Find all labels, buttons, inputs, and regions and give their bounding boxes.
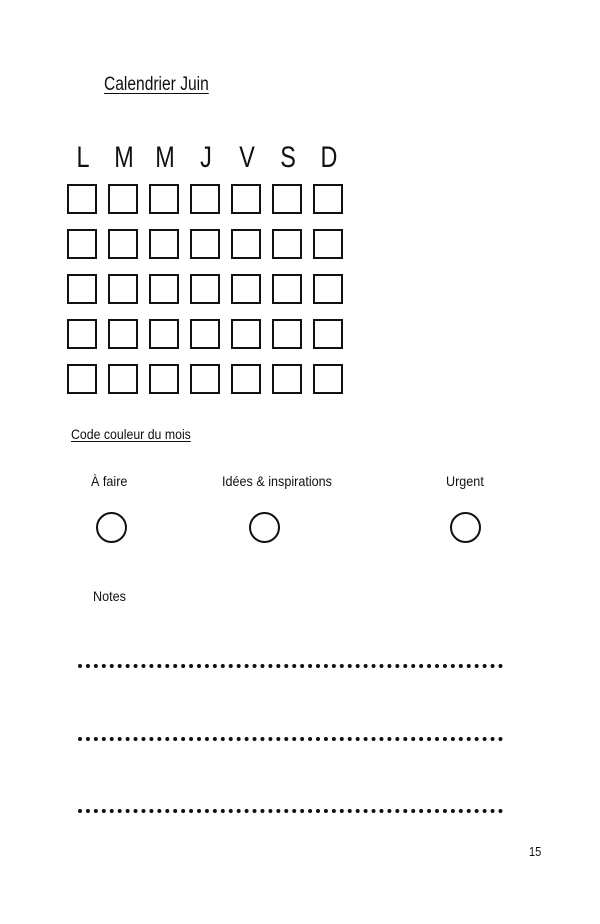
legend-label-a-faire: À faire bbox=[91, 473, 128, 489]
legend-title: Code couleur du mois bbox=[71, 426, 191, 442]
calendar-day-box[interactable] bbox=[313, 274, 343, 304]
calendar-title: Calendrier Juin bbox=[104, 74, 209, 95]
weekday-tuesday: M bbox=[114, 141, 134, 174]
calendar-day-box[interactable] bbox=[190, 364, 220, 394]
calendar-day-box[interactable] bbox=[67, 229, 97, 259]
weekday-thursday: J bbox=[200, 141, 212, 174]
notes-line[interactable] bbox=[78, 664, 503, 668]
notes-line[interactable] bbox=[78, 809, 503, 813]
calendar-day-box[interactable] bbox=[149, 274, 179, 304]
calendar-day-box[interactable] bbox=[313, 184, 343, 214]
calendar-day-box[interactable] bbox=[231, 364, 261, 394]
weekday-saturday: S bbox=[280, 141, 296, 174]
legend-circle-urgent[interactable] bbox=[450, 512, 481, 543]
calendar-day-box[interactable] bbox=[67, 319, 97, 349]
calendar-day-box[interactable] bbox=[149, 229, 179, 259]
calendar-day-box[interactable] bbox=[313, 364, 343, 394]
notes-line[interactable] bbox=[78, 737, 503, 741]
calendar-day-box[interactable] bbox=[272, 364, 302, 394]
calendar-day-box[interactable] bbox=[190, 274, 220, 304]
calendar-day-box[interactable] bbox=[231, 274, 261, 304]
notes-label: Notes bbox=[93, 588, 126, 604]
weekday-monday: L bbox=[76, 141, 90, 174]
calendar-day-box[interactable] bbox=[108, 319, 138, 349]
calendar-day-box[interactable] bbox=[108, 184, 138, 214]
page-number: 15 bbox=[529, 844, 542, 859]
calendar-day-box[interactable] bbox=[313, 229, 343, 259]
calendar-day-box[interactable] bbox=[272, 274, 302, 304]
calendar-day-box[interactable] bbox=[149, 184, 179, 214]
calendar-day-box[interactable] bbox=[190, 229, 220, 259]
calendar-day-box[interactable] bbox=[108, 364, 138, 394]
legend-label-idees-inspirations: Idées & inspirations bbox=[222, 473, 332, 489]
calendar-day-box[interactable] bbox=[272, 319, 302, 349]
calendar-day-box[interactable] bbox=[108, 229, 138, 259]
legend-circle-idees-inspirations[interactable] bbox=[249, 512, 280, 543]
calendar-day-box[interactable] bbox=[231, 229, 261, 259]
calendar-day-box[interactable] bbox=[272, 184, 302, 214]
calendar-day-box[interactable] bbox=[67, 274, 97, 304]
calendar-day-box[interactable] bbox=[231, 319, 261, 349]
calendar-day-box[interactable] bbox=[67, 184, 97, 214]
calendar-day-box[interactable] bbox=[313, 319, 343, 349]
calendar-day-box[interactable] bbox=[149, 319, 179, 349]
calendar-day-box[interactable] bbox=[231, 184, 261, 214]
calendar-day-box[interactable] bbox=[67, 364, 97, 394]
weekday-sunday: D bbox=[320, 141, 338, 174]
calendar-day-box[interactable] bbox=[149, 364, 179, 394]
calendar-day-box[interactable] bbox=[190, 319, 220, 349]
calendar-day-box[interactable] bbox=[108, 274, 138, 304]
calendar-day-box[interactable] bbox=[272, 229, 302, 259]
weekday-friday: V bbox=[239, 141, 255, 174]
legend-label-urgent: Urgent bbox=[446, 473, 484, 489]
weekday-header bbox=[67, 140, 347, 176]
weekday-wednesday: M bbox=[155, 141, 175, 174]
calendar-day-box[interactable] bbox=[190, 184, 220, 214]
legend-circle-a-faire[interactable] bbox=[96, 512, 127, 543]
